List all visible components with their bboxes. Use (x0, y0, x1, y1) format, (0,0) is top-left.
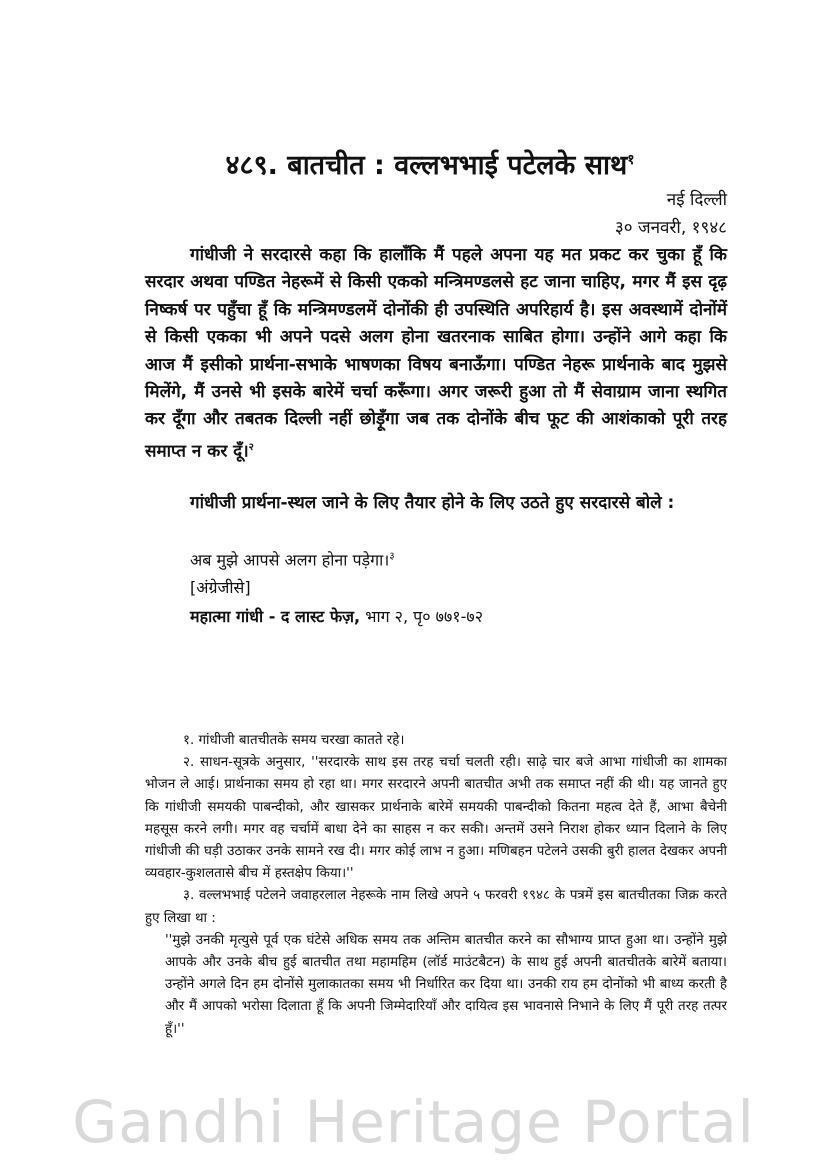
paragraph1-footnote-ref: २ (248, 441, 254, 453)
dateline-date: ३० जनवरी, १९४८ (614, 218, 727, 238)
footnotes (145, 730, 727, 1041)
quote-text: अब मुझे आपसे अलग होना पड़ेगा। (190, 550, 390, 570)
title-footnote-ref: १ (627, 152, 635, 168)
second-paragraph: गांधीजी प्रार्थना-स्थल जाने के लिए तैयार होने के लिए उठते हुए सरदारसे बोले : (190, 493, 675, 513)
source-language: [अंग्रेजीसे] (190, 578, 251, 597)
quote-line (190, 544, 395, 573)
title-text: ४८९. बातचीत : वल्लभभाई पटेलके साथ (225, 150, 628, 181)
footnote-3-quote: ''मुझे उनकी मृत्युसे पूर्व एक घंटेसे अधिक समय तक अन्तिम बातचीत करने का सौभाग्य प्राप्त हुआ था। उन्होंने मुझे आपके और उनके बीच हुई बातचीत तथा महामहिम (लॉर्ड माउंटबैटन) के साथ हुई अपनी बातचीतके बारेमें बताया। उन्होंने अगले दिन हम दोनोंसे मुलाकातका समय भी निर्धारित कर दिया था। उनकी राय हम दोनोंको भी बाध्य करती है और मैं आपको भरोसा दिलाता हूँ कि अपनी जिम्मेदारियाँ और दायित्व इस भावनासे निभाने के लिए मैं पूरी तरह तत्पर हूँ।'' (165, 932, 727, 1037)
footnote-3: ३. वल्लभभाई पटेलने जवाहरलाल नेहरूके नाम लिखे अपने ५ फरवरी १९४८ के पत्रमें इस बातचीतका जिक्र करते हुए लिखा था : (145, 888, 727, 926)
source-title: महात्मा गांधी - द लास्ट फेज़, (190, 607, 361, 626)
watermark: Gandhi Heritage Portal (72, 1088, 755, 1156)
dateline-place: नई दिल्ली (666, 190, 727, 210)
footnote-1: १. गांधीजी बातचीतके समय चरखा कातते रहे। (183, 733, 405, 748)
page-title (120, 140, 740, 186)
quote-footnote-ref: ३ (389, 551, 395, 562)
paragraph1-text: गांधीजी ने सरदारसे कहा कि हालाँकि मैं पहले अपना यह मत प्रकट कर चुका हूँ कि सरदार अथवा पण्डित नेहरूमें से किसी एकको मन्त्रिमण्डलसे हट जाना चाहिए, मगर मैं इस दृढ़ निष्कर्ष पर पहुँचा हूँ कि मन्त्रिमण्डलमें दोनोंकी ही उपस्थिति अपरिहार्य है। इस अवस्थामें दोनोंमें से किसी एकका भी अपने पदसे अलग होना खतरनाक साबित होगा। उन्होंने आगे कहा कि आज मैं इसीको प्रार्थना-सभाके भाषणका विषय बनाऊँगा। पण्डित नेहरू प्रार्थनाके बाद मुझसे मिलेंगे, मैं उनसे भी इसके बारेमें चर्चा करूँगा। अगर जरूरी हुआ तो मैं सेवाग्राम जाना स्थगित कर दूँगा और तबतक दिल्ली नहीं छोड़ूँगा जब तक दोनोंके बीच फूट की आशंकाको पूरी तरह समाप्त न कर दूँ। (145, 245, 727, 462)
source-citation (190, 604, 483, 630)
source-detail: भाग २, पृ० ७७१-७२ (360, 607, 484, 626)
footnote-2: २. साधन-सूत्रके अनुसार, ''सरदारके साथ इस तरह चर्चा चलती रही। साढ़े चार बजे आभा गांधीजी का शामका भोजन ले आई। प्रार्थनाका समय हो रहा था। मगर सरदारने अपनी बातचीत अभी तक समाप्त नहीं की थी। यह जानते हुए कि गांधीजी समयकी पाबन्दीको, और खासकर प्रार्थनाके बारेमें समयकी पाबन्दीको कितना महत्व देते हैं, आभा बैचेनी महसूस करने लगी। मगर वह चर्चामें बाधा देने का साहस न कर सकी। अन्तमें उसने निराश होकर ध्यान दिलाने के लिए गांधीजी की घड़ी उठाकर उनके सामने रख दी। मगर कोई लाभ न हुआ। मणिबहन पटेलने उसकी बुरी हालत देखकर अपनी व्यवहार-कुशलतासे बीच में हस्तक्षेप किया।'' (145, 755, 727, 882)
main-paragraph (145, 242, 727, 466)
